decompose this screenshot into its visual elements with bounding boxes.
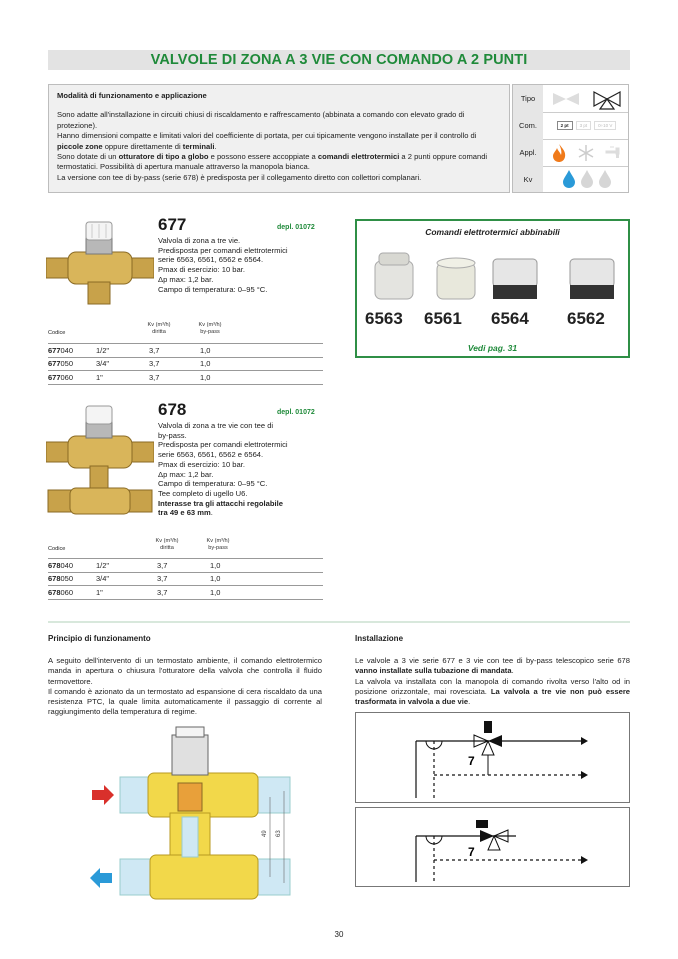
table-row: 677040 1/2" 3,7 1,0 — [48, 344, 323, 358]
svg-text:7: 7 — [468, 845, 475, 859]
th-code-677: Codice — [48, 330, 66, 336]
valve-678-image — [46, 402, 154, 527]
spec-row-com — [513, 112, 628, 140]
actuator-code-6561: 6561 — [424, 309, 462, 328]
valve-cutaway-diagram — [90, 725, 320, 910]
actuator-code-6563: 6563 — [365, 309, 403, 328]
info-p2: Hanno dimensioni compatte e limitati valori del coefficiente di portata, per cui tipicamente vengono installate per il controllo di piccole zone oppure direttamente di terminali. — [57, 131, 477, 151]
table-678 — [48, 558, 323, 600]
desc-678: Valvola di zona a tre vie con tee di by-pass. Predisposta per comandi elettrotermici serie 6563, 6561, 6562 e 6564. Pmax di esercizio: 10 bar. Δp max: 1,2 bar. Campo di temperatura: 0–95 °C. Tee completo di ugello U6. Interasse tra gli attacchi regolabile tra 49 e 63 mm. — [158, 421, 288, 518]
actuator-code-6564: 6564 — [491, 309, 529, 328]
spec-row-tipo — [513, 85, 628, 113]
actuators-image — [365, 247, 623, 305]
install-diagram-1 — [355, 712, 630, 803]
depl-677: depl. 01072 — [277, 224, 315, 231]
info-p1: Sono adatte all'installazione in circuiti chiusi di riscaldamento e raffrescamento (abbinata a comando con elevato grado di protezione). — [57, 110, 465, 130]
svg-text:7: 7 — [468, 754, 475, 768]
spec-row-kv — [513, 166, 628, 192]
info-box — [48, 84, 510, 193]
drop-large-icon — [562, 169, 576, 189]
drop-small-icon — [598, 169, 612, 189]
table-row: 677050 3/4" 3,7 1,0 — [48, 357, 323, 371]
th-kv2-678: Kv (m³/h) by-pass — [206, 538, 230, 551]
info-heading: Modalità di funzionamento e applicazione — [57, 91, 207, 100]
tap-icon — [604, 144, 624, 162]
spec-row-appl — [513, 139, 628, 167]
principle-title: Principio di funzionamento — [48, 634, 151, 643]
page-number: 30 — [334, 930, 344, 939]
table-row: 678060 1" 3,7 1,0 — [48, 586, 323, 600]
desc-677: Valvola di zona a tre vie. Predisposta per comandi elettrotermici serie 6563, 6561, 6562 e 6564. Pmax di esercizio: 10 bar. Δp max: 1,2 bar. Campo di temperatura: 0–95 °C. — [158, 236, 288, 294]
spec-panel — [512, 84, 629, 193]
spec-label-tipo: Tipo — [513, 85, 543, 112]
two-way-valve-icon — [551, 90, 581, 108]
com-option-2pt: 2 pt — [557, 121, 573, 130]
product-code-677: 677 — [158, 215, 187, 234]
dim-49: 49 — [262, 830, 268, 837]
th-kv2-677: Kv (m³/h) by-pass — [198, 322, 222, 335]
page-title-bar — [48, 50, 630, 70]
install-title: Installazione — [355, 634, 404, 643]
com-option-0-10v: 0÷10 V — [594, 121, 616, 130]
piping-schematic-2-icon — [356, 808, 629, 886]
piping-schematic-1-icon — [356, 713, 629, 802]
page-title: VALVOLE DI ZONA A 3 VIE CON COMANDO A 2 PUNTI — [150, 52, 528, 68]
actuators-title: Comandi elettrotermici abbinabili — [425, 227, 560, 237]
valve-677-image — [46, 218, 154, 310]
actuators-box — [355, 219, 630, 358]
table-row: 678050 3/4" 3,7 1,0 — [48, 572, 323, 586]
table-677 — [48, 343, 323, 385]
spec-label-kv: Kv — [513, 166, 543, 192]
table-row: 677060 1" 3,7 1,0 — [48, 371, 323, 385]
info-p4: La versione con tee di by-pass (serie 678) è predisposta per il collegamento diretto con collettori complanari. — [57, 172, 422, 182]
flame-icon — [550, 143, 568, 163]
th-kv1-677: Kv (m³/h) diritta — [147, 322, 171, 335]
th-code-678: Codice — [48, 546, 66, 552]
info-p3: Sono dotate di un otturatore di tipo a globo e possono essere accoppiate a comandi elettrotermici a 2 punti oppure comandi termostatici. Possibilità di apertura manuale attraverso la manopola bianca. — [57, 152, 488, 172]
install-diagram-2 — [355, 807, 630, 887]
actuator-code-6562: 6562 — [567, 309, 605, 328]
snowflake-icon — [577, 144, 595, 162]
depl-678: depl. 01072 — [277, 409, 315, 416]
spec-label-com: Com. — [513, 112, 543, 139]
com-option-3pt: 3 pt — [576, 121, 592, 130]
principle-text: A seguito dell'intervento di un termostato ambiente, il comando elettrotermico manda in apertura o chiusura l'otturatore della valvola che controlla il fluido termovettore. Il comando è azionato da un termostato ad espansione di cera riscaldato da una resistenza PTC, la quale limita automaticamente il passaggio di corrente al raggiungimento della temperatura di regime. — [48, 656, 322, 717]
th-kv1-678: Kv (m³/h) diritta — [155, 538, 179, 551]
drop-medium-icon — [580, 169, 594, 189]
product-code-678: 678 — [158, 400, 187, 419]
table-row: 678040 1/2" 3,7 1,0 — [48, 559, 323, 573]
dim-63: 63 — [276, 830, 282, 837]
see-page-link[interactable]: Vedi pag. 31 — [467, 343, 518, 353]
three-way-valve-icon — [592, 88, 622, 110]
section-divider — [48, 621, 630, 623]
install-text: Le valvole a 3 vie serie 677 e 3 vie con tee di by-pass telescopico serie 678 vanno installate sulla tubazione di mandata. La valvola va installata con la manopola di comando rivolta verso l'alto od in posizione orizzontale, mai rovesciata. La valvola a tre vie non può essere trasformata in valvola a due vie. — [355, 656, 630, 707]
spec-label-appl: Appl. — [513, 139, 543, 166]
